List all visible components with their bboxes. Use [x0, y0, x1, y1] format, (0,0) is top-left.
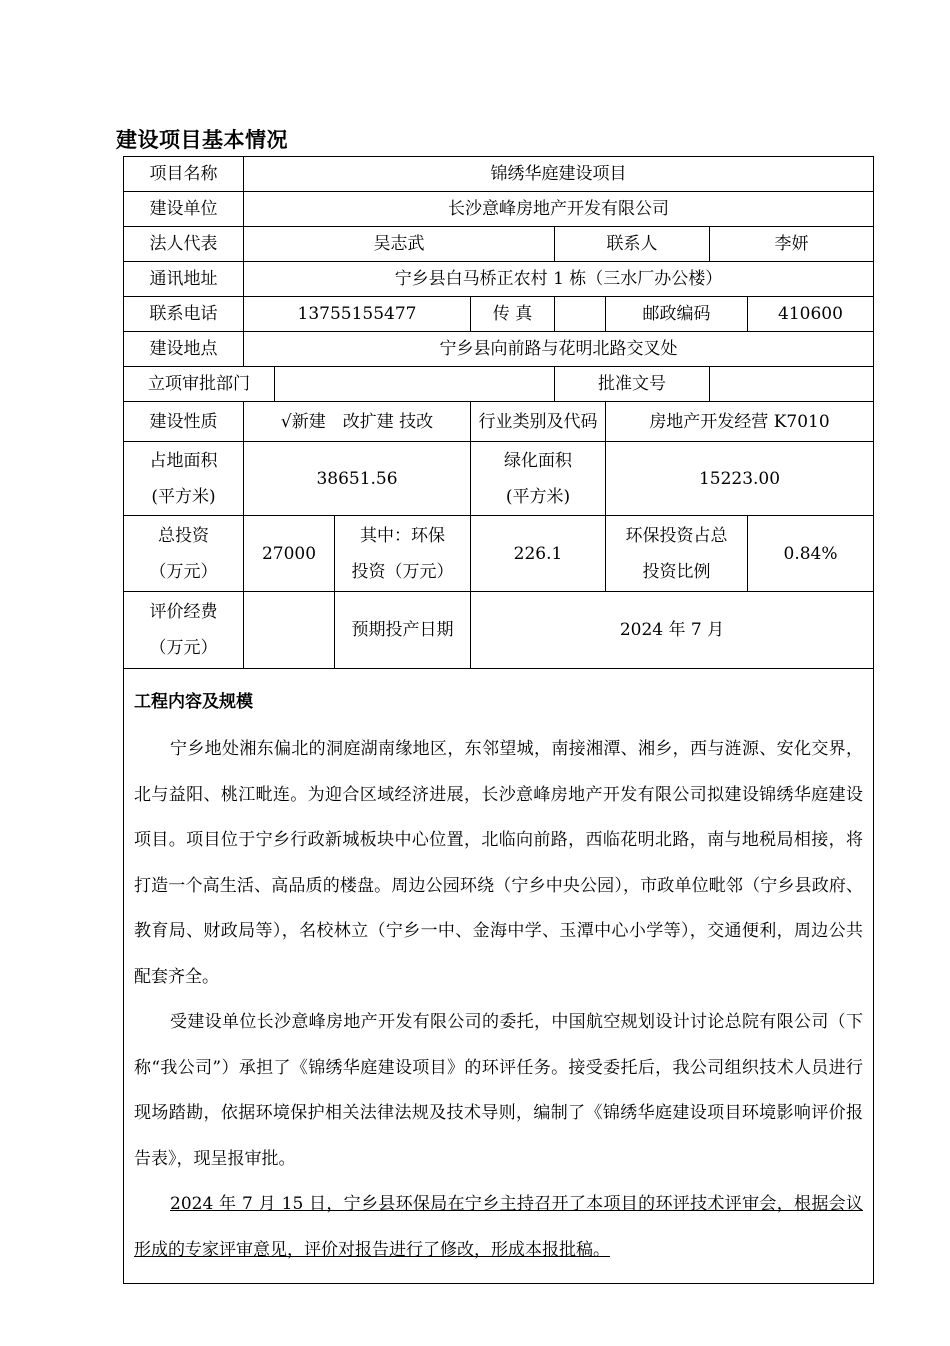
phone-label: 联系电话 — [124, 297, 244, 332]
fax-label: 传 真 — [471, 297, 555, 332]
address-value: 宁乡县白马桥正农村 1 栋（三水厂办公楼） — [244, 262, 874, 297]
invest-label-line2: （万元） — [149, 561, 218, 582]
address-label: 通讯地址 — [124, 262, 244, 297]
industry-label: 行业类别及代码 — [471, 402, 606, 442]
project-name-label: 项目名称 — [124, 157, 244, 192]
green-area-value: 15223.00 — [606, 442, 874, 516]
row-address — [124, 262, 874, 297]
contact-label: 联系人 — [555, 227, 710, 262]
land-area-label-line2: (平方米) — [151, 486, 216, 507]
env-invest-value: 226.1 — [471, 516, 606, 592]
green-area-label-line2: (平方米) — [505, 486, 571, 507]
postcode-label: 邮政编码 — [606, 297, 748, 332]
paragraph-1: 宁乡地处湘东偏北的洞庭湖南缘地区，东邻望城，南接湘潭、湘乡，西与涟源、安化交界，北与益阳、桃江毗连。为迎合区域经济进展，长沙意峰房地产开发有限公司拟建设锦绣华庭建设项目。项目位于宁乡行政新城板块中心位置，北临向前路，西临花明北路，南与地税局相接，将打造一个高生活、高品质的楼盘。周边公园环绕（宁乡中央公园），市政单位毗邻（宁乡县政府、教育局、财政局等），名校林立（宁乡一中、金海中学、玉潭中心小学等），交通便利，周边公共配套齐全。 — [134, 739, 864, 987]
prod-date-label: 预期投产日期 — [335, 592, 471, 669]
eval-cost-label-line1: 评价经费 — [149, 602, 218, 622]
paragraph-2: 受建设单位长沙意峰房地产开发有限公司的委托，中国航空规划设计讨论总院有限公司（下称“我公司”）承担了《锦绣华庭建设项目》的环评任务。接受委托后，我公司组织技术人员进行现场踏勘，依据环境保护相关法律法规及技术导则，编制了《锦绣华庭建设项目环境影响评价报告表》，现呈报审批。 — [134, 1012, 864, 1169]
land-area-label-line1: 占地面积 — [149, 450, 218, 471]
env-ratio-label-line1: 环保投资占总 — [625, 525, 728, 546]
invest-value: 27000 — [244, 516, 335, 592]
land-area-value: 38651.56 — [244, 442, 471, 516]
industry-value: 房地产开发经营 K7010 — [606, 402, 874, 442]
unit-value: 长沙意峰房地产开发有限公司 — [244, 192, 874, 227]
env-invest-label-line1: 其中：环保 — [360, 525, 445, 546]
land-area-label — [124, 442, 244, 516]
row-nature — [124, 402, 874, 442]
site-value: 宁乡县向前路与花明北路交叉处 — [244, 332, 874, 367]
page-title: 建设项目基本情况 — [116, 128, 288, 152]
eval-cost-label-line2: （万元） — [149, 638, 218, 658]
postcode-value: 410600 — [748, 297, 874, 332]
invest-label — [124, 516, 244, 592]
green-area-label-line1: 绿化面积 — [504, 450, 572, 471]
invest-label-line1: 总投资 — [158, 525, 209, 546]
project-name-value: 锦绣华庭建设项目 — [244, 157, 874, 192]
env-invest-label-line2: 投资（万元） — [351, 561, 454, 582]
eval-cost-value — [244, 592, 335, 669]
fax-value — [555, 297, 606, 332]
row-legal-rep — [124, 227, 874, 262]
legal-rep-label: 法人代表 — [124, 227, 244, 262]
prod-date-value: 2024 年 7 月 — [471, 592, 874, 669]
row-site — [124, 332, 874, 367]
nature-value: √新建 改扩建 技改 — [244, 402, 471, 442]
row-project-content — [124, 669, 874, 1284]
row-approval — [124, 367, 874, 402]
approval-no-value — [710, 367, 874, 402]
contact-value: 李妍 — [710, 227, 874, 262]
env-ratio-value: 0.84% — [748, 516, 874, 592]
section-heading: 工程内容及规模 — [134, 692, 253, 712]
paragraph-3-text: 2024 年 7 月 15 日，宁乡县环保局在宁乡主持召开了本项目的环评技术评审会，根据会议形成的专家评审意见，评价对报告进行了修改，形成本报批稿。 — [134, 1194, 864, 1260]
env-invest-label — [335, 516, 471, 592]
row-eval — [124, 592, 874, 669]
eval-cost-label — [124, 592, 244, 669]
paragraph-3 — [134, 1182, 863, 1273]
phone-value: 13755155477 — [244, 297, 471, 332]
row-phone — [124, 297, 874, 332]
approval-dept-label: 立项审批部门 — [124, 367, 275, 402]
row-area — [124, 442, 874, 516]
approval-no-label: 批准文号 — [555, 367, 710, 402]
approval-dept-value — [275, 367, 555, 402]
site-label: 建设地点 — [124, 332, 244, 367]
env-ratio-label — [606, 516, 748, 592]
unit-label: 建设单位 — [124, 192, 244, 227]
green-area-label — [471, 442, 606, 516]
legal-rep-value: 吴志武 — [244, 227, 555, 262]
nature-label: 建设性质 — [124, 402, 244, 442]
row-project-name — [124, 157, 874, 192]
project-info-table — [123, 156, 874, 1284]
env-ratio-label-line2: 投资比例 — [642, 561, 711, 582]
row-unit — [124, 192, 874, 227]
row-investment — [124, 516, 874, 592]
project-content-cell — [124, 669, 874, 1284]
